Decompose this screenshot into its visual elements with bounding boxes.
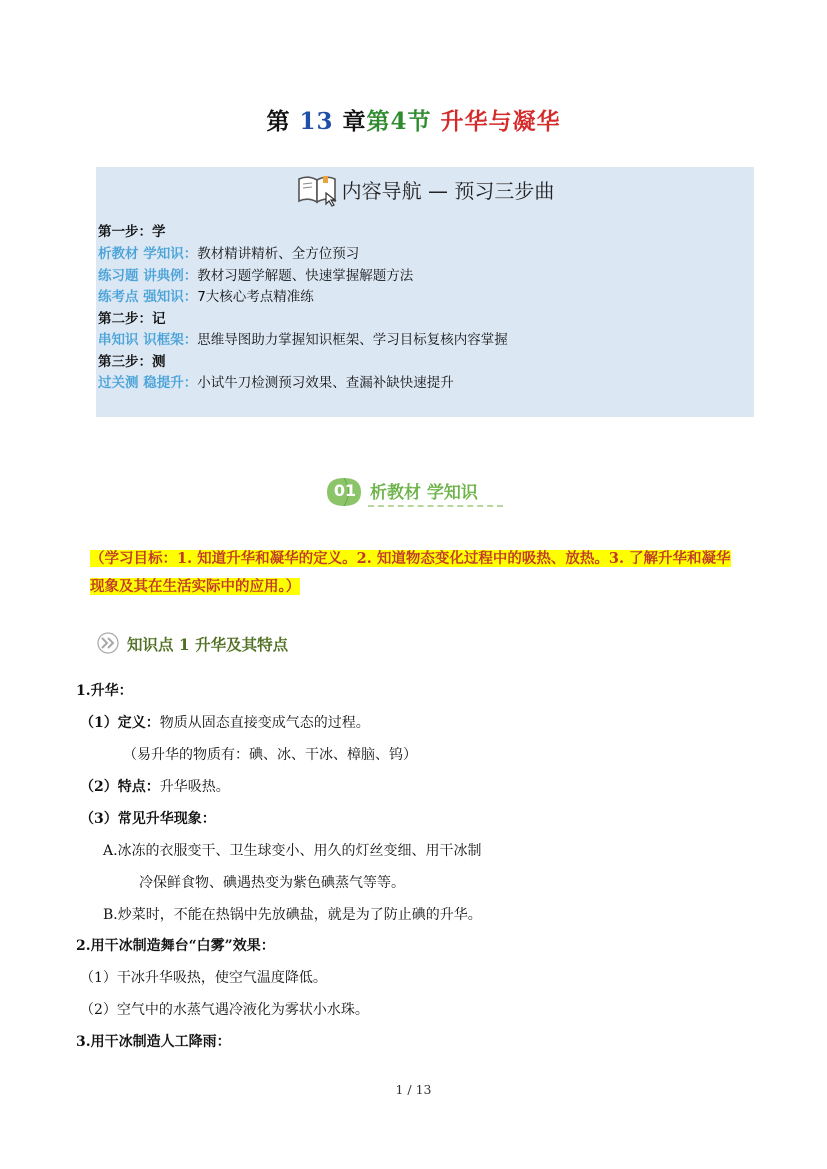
section-badge-number: 01 bbox=[333, 481, 357, 500]
nav-row-4-text: 思维导图助力掌握知识框架、学习目标复核内容掌握 bbox=[197, 332, 508, 348]
stage-fog-point-2: （2）空气中的水蒸气遇冷液化为雾状小水珠。 bbox=[80, 1002, 369, 1018]
section-badge bbox=[320, 471, 510, 511]
learning-goals-line-1: （学习目标：1. 知道升华和凝华的定义。2. 知道物态变化过程中的吸热、放热。3. 了解升华和凝华 bbox=[90, 550, 731, 567]
phenomenon-a-line-1: A.冰冻的衣服变干、卫生球变小、用久的灯丝变细、用干冰制 bbox=[103, 843, 482, 859]
section-badge-title: 析教材 学知识 bbox=[370, 483, 478, 503]
step1: 第一步：学 bbox=[98, 224, 166, 240]
nav-row-3-text: 7大核心考点精准练 bbox=[197, 289, 314, 305]
nav-row-5 bbox=[98, 373, 454, 393]
nav-row-1-label: 析教材 学知识： bbox=[98, 246, 198, 262]
feature-line bbox=[80, 776, 230, 796]
book-icon bbox=[296, 173, 340, 212]
stage-fog-point-1: （1）干冰升华吸热，使空气温度降低。 bbox=[80, 970, 327, 986]
nav-row-3 bbox=[98, 287, 314, 307]
feature-text: 升华吸热。 bbox=[159, 779, 230, 795]
double-chevron-icon bbox=[97, 632, 119, 654]
learning-goals bbox=[90, 545, 760, 601]
nav-row-1-text: 教材精讲精析、全方位预习 bbox=[197, 246, 360, 262]
feature-label: （2）特点： bbox=[80, 779, 160, 795]
heading-artificial-rain: 3.用干冰制造人工降雨： bbox=[76, 1034, 231, 1050]
nav-row-4-label: 串知识 识框架： bbox=[98, 332, 198, 348]
title-chapter-suffix: 章 bbox=[333, 108, 367, 135]
nav-row-4 bbox=[98, 330, 508, 350]
chapter-number: 13 bbox=[299, 108, 334, 135]
nav-row-1 bbox=[98, 244, 359, 264]
phenomenon-b-line: B.炒菜时，不能在热锅中先放碘盐，就是为了防止碘的升华。 bbox=[103, 907, 482, 923]
learning-goals-line-2: 现象及其在生活实际中的应用。） bbox=[90, 578, 301, 595]
content-navigation-box bbox=[96, 167, 754, 417]
step3: 第三步：测 bbox=[98, 354, 166, 370]
nav-row-5-text: 小试牛刀检测预习效果、查漏补缺快速提升 bbox=[197, 375, 454, 391]
section-badge-underline bbox=[368, 505, 503, 507]
common-phenomena-heading: （3）常见升华现象： bbox=[80, 811, 216, 827]
nav-row-5-label: 过关测 稳提升： bbox=[98, 375, 198, 391]
heading-sublimation: 1.升华： bbox=[76, 683, 133, 699]
section-label: 第4节 bbox=[366, 108, 432, 135]
nav-row-2-label: 练习题 讲典例： bbox=[98, 268, 198, 284]
nav-row-3-label: 练考点 强知识： bbox=[98, 289, 198, 305]
step2: 第二步：记 bbox=[98, 311, 166, 327]
definition-line bbox=[80, 712, 370, 732]
title-prefix: 第 bbox=[266, 108, 300, 135]
sublimable-examples: （易升华的物质有：碘、冰、干冰、樟脑、钨） bbox=[123, 747, 417, 763]
nav-row-2 bbox=[98, 266, 413, 286]
definition-text: 物质从固态直接变成气态的过程。 bbox=[159, 715, 370, 731]
nav-header-text: 内容导航 — 预习三步曲 bbox=[341, 179, 555, 203]
phenomenon-a-line-2: 冷保鲜食物、碘遇热变为紫色碘蒸气等等。 bbox=[139, 875, 405, 891]
knowledge-point-title: 知识点 1 升华及其特点 bbox=[127, 635, 289, 654]
definition-label: （1）定义： bbox=[80, 715, 160, 731]
topic-title: 升华与凝华 bbox=[440, 108, 561, 135]
page-number: 1 / 13 bbox=[395, 1082, 432, 1097]
heading-stage-fog: 2.用干冰制造舞台“白雾”效果： bbox=[76, 938, 275, 954]
nav-header bbox=[96, 173, 754, 212]
page-title bbox=[0, 103, 827, 136]
nav-row-2-text: 教材习题学解题、快速掌握解题方法 bbox=[197, 268, 414, 284]
